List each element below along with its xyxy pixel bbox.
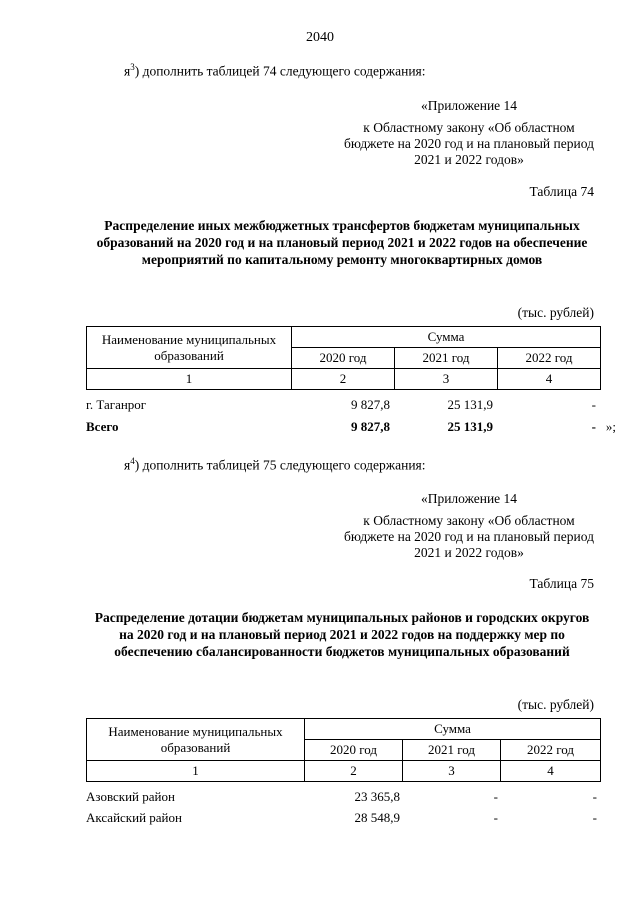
row-value-2022: - bbox=[591, 397, 596, 412]
header-sum: Сумма bbox=[292, 327, 601, 348]
col-number-2: 2 bbox=[305, 761, 403, 782]
row-name: Аксайский район bbox=[86, 810, 182, 825]
row-value-2020: 9 827,8 bbox=[351, 397, 390, 412]
header-name: Наименование муниципальных образований bbox=[87, 327, 292, 369]
table-label: Таблица 74 bbox=[529, 184, 594, 199]
appendix-reference: к Областному закону «Об областном бюджете на 2020 год и на плановый период 2021 и 2022 годов» bbox=[344, 513, 594, 560]
appendix-heading: «Приложение 14 bbox=[420, 491, 518, 506]
col-number-1: 1 bbox=[87, 761, 305, 782]
item-superscript: 3 bbox=[130, 62, 135, 72]
row-name: г. Таганрог bbox=[86, 397, 147, 412]
header-year-2021: 2021 год bbox=[395, 348, 498, 369]
header-sum: Сумма bbox=[305, 719, 601, 740]
appendix-heading: «Приложение 14 bbox=[420, 98, 518, 113]
table-title: Распределение иных межбюджетных трансфертов бюджетам муниципальных образований на 2020 год и на плановый период 2021 и 2022 годов на обеспечение мероприятий по капитальному ремонту многоквартирных домов bbox=[96, 218, 588, 267]
row-value-2020: 28 548,9 bbox=[354, 810, 400, 825]
header-year-2020: 2020 год bbox=[305, 740, 403, 761]
row-value-2021: 25 131,9 bbox=[447, 419, 493, 434]
closing-quote: »; bbox=[605, 419, 616, 434]
units-label: (тыс. рублей) bbox=[517, 305, 594, 320]
header-year-2021: 2021 год bbox=[403, 740, 501, 761]
header-year-2020: 2020 год bbox=[292, 348, 395, 369]
table-row bbox=[86, 397, 616, 415]
table-header bbox=[86, 326, 601, 390]
col-number-4: 4 bbox=[498, 369, 601, 390]
row-value-2020: 23 365,8 bbox=[354, 789, 400, 804]
page-number: 2040 bbox=[306, 30, 334, 45]
item-text: ) дополнить таблицей 74 следующего содержания: bbox=[134, 63, 426, 79]
table-header bbox=[86, 718, 601, 782]
row-value-2021: - bbox=[493, 810, 498, 825]
table-row bbox=[86, 789, 600, 807]
item-ya3 bbox=[124, 62, 426, 80]
row-value-2021: - bbox=[493, 789, 498, 804]
row-value-2020: 9 827,8 bbox=[351, 419, 390, 434]
table-row-total bbox=[86, 419, 616, 437]
row-value-2021: 25 131,9 bbox=[447, 397, 493, 412]
header-year-2022: 2022 год bbox=[501, 740, 601, 761]
header-year-2022: 2022 год bbox=[498, 348, 601, 369]
row-value-2022: - bbox=[592, 810, 597, 825]
units-label: (тыс. рублей) bbox=[517, 697, 594, 712]
row-name: Азовский район bbox=[86, 789, 175, 804]
row-name: Всего bbox=[86, 419, 119, 434]
col-number-2: 2 bbox=[292, 369, 395, 390]
col-number-3: 3 bbox=[403, 761, 501, 782]
header-name: Наименование муниципальных образований bbox=[87, 719, 305, 761]
col-number-4: 4 bbox=[501, 761, 601, 782]
item-text: ) дополнить таблицей 75 следующего содержания: bbox=[134, 457, 426, 473]
item-ya4 bbox=[124, 456, 426, 474]
item-prefix: я bbox=[124, 457, 131, 473]
table-row bbox=[86, 810, 600, 828]
row-value-2022: - bbox=[591, 419, 596, 434]
row-value-2022: - bbox=[592, 789, 597, 804]
col-number-1: 1 bbox=[87, 369, 292, 390]
col-number-3: 3 bbox=[395, 369, 498, 390]
appendix-reference: к Областному закону «Об областном бюджете на 2020 год и на плановый период 2021 и 2022 годов» bbox=[344, 120, 594, 167]
item-prefix: я bbox=[124, 63, 131, 79]
table-label: Таблица 75 bbox=[529, 576, 594, 591]
item-superscript: 4 bbox=[130, 456, 135, 466]
table-title: Распределение дотации бюджетам муниципальных районов и городских округов на 2020 год и на плановый период 2021 и 2022 годов на поддержку мер по обеспечению сбалансированности бюджетов муниципальных образований bbox=[94, 610, 590, 659]
